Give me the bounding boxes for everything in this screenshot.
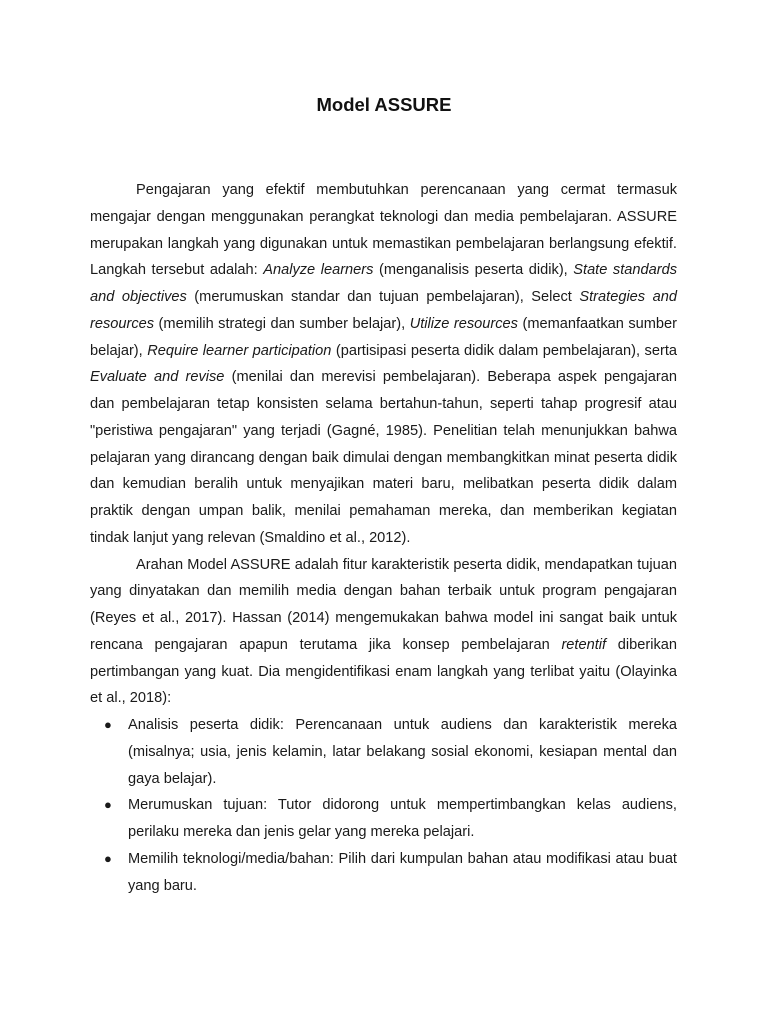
- italic-term: State standards and objectives: [90, 262, 677, 305]
- document-body: [90, 177, 677, 899]
- paragraph-1-text: (menganalisis peserta didik),: [373, 262, 574, 279]
- paragraph-1-text: Pengajaran yang efektif membutuhkan perencanaan yang cermat termasuk mengajar dengan menggunakan perangkat teknologi dan media pembelajaran. ASSURE merupakan langkah yang digunakan untuk memastikan pembelajaran berlangsung efektif. Langkah tersebut adalah:: [90, 182, 677, 279]
- paragraph-1-text: (partisipasi peserta didik dalam pembelajaran), serta: [331, 342, 677, 359]
- paragraph-1-text: (memilih strategi dan sumber belajar),: [154, 315, 410, 332]
- paragraph-2-text: Arahan Model ASSURE adalah fitur karakteristik peserta didik, mendapatkan tujuan yang dinyatakan dan memilih media dengan bahan terbaik untuk program pengajaran (Reyes et al., 2017). Hassan (2014) mengemukakan bahwa model ini sangat baik untuk rencana pengajaran apapun terutama jika konsep pembelajaran: [90, 556, 677, 653]
- list-item-text: Merumuskan tujuan: Tutor didorong untuk mempertimbangkan kelas audiens, perilaku mereka dan jenis gelar yang mereka pelajari.: [128, 797, 677, 840]
- italic-term: retentif: [561, 636, 607, 653]
- bullet-icon: ●: [104, 797, 112, 813]
- italic-term: Utilize resources: [409, 315, 518, 332]
- paragraph-1-text: (merumuskan standar dan tujuan pembelajaran), Select: [186, 289, 580, 305]
- paragraph-1-text: (memanfaatkan sumber belajar),: [90, 315, 677, 359]
- bullet-list: [90, 712, 677, 899]
- page-title: Model ASSURE: [316, 94, 452, 115]
- list-item-text: Memilih teknologi/media/bahan: Pilih dari kumpulan bahan atau modifikasi atau buat yang baru.: [128, 850, 677, 894]
- paragraph-1-text: (menilai dan merevisi pembelajaran). Beberapa aspek pengajaran dan pembelajaran tetap konsisten selama bertahun-tahun, seperti tahap progresif atau "peristiwa pengajaran" yang terjadi (Gagné, 1985). Penelitian telah menunjukkan bahwa pelajaran yang dirancang dengan baik dimulai dengan membangkitkan minat peserta didik dan kemudian beralih untuk menyajikan materi baru, melibatkan peserta didik dalam praktik dengan umpan balik, menilai pemahaman mereka, dan memberikan kegiatan tindak lanjut yang relevan (Smaldino et al., 2012).: [90, 369, 678, 546]
- list-item: [90, 846, 677, 900]
- paragraph-1: [90, 177, 677, 552]
- italic-term: Strategies and resources: [90, 289, 677, 332]
- list-item: [90, 712, 677, 792]
- bullet-icon: ●: [104, 717, 112, 732]
- paragraph-2-text: diberikan pertimbangan yang kuat. Dia mengidentifikasi enam langkah yang terlibat yaitu (Olayinka et al., 2018):: [90, 636, 677, 707]
- italic-term: Require learner participation: [147, 342, 332, 359]
- list-item: [90, 792, 677, 846]
- paragraph-2: [90, 552, 677, 713]
- italic-term: Analyze learners: [263, 262, 374, 279]
- italic-term: Evaluate and revise: [90, 369, 225, 386]
- bullet-icon: ●: [104, 850, 112, 866]
- list-item-text: Analisis peserta didik: Perencanaan untuk audiens dan karakteristik mereka (misalnya; usia, jenis kelamin, latar belakang sosial ekonomi, kesiapan mental dan gaya belajar).: [128, 717, 677, 787]
